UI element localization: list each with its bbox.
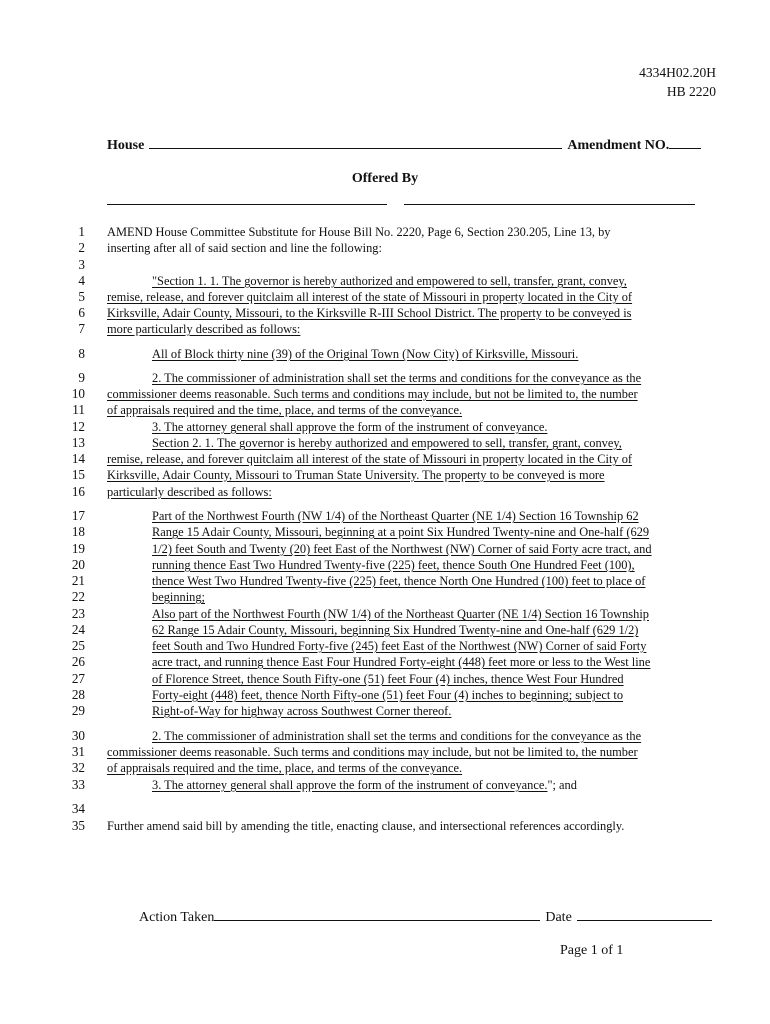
line-text: feet South and Two Hundred Forty-five (245) feet East of the Northwest (NW) Corner of said Forty bbox=[152, 639, 647, 653]
amendment-text-line bbox=[107, 452, 632, 467]
line-number: 23 bbox=[71, 606, 85, 621]
line-text: Further amend said bill by amending the title, enacting clause, and intersectional references accordingly. bbox=[107, 819, 625, 833]
page-number: Page 1 of 1 bbox=[560, 943, 624, 958]
line-text: 62 Range 15 Adair County, Missouri, beginning Six Hundred Twenty-nine and One-half (629 1/2) bbox=[152, 623, 639, 637]
action-taken-row bbox=[139, 907, 712, 926]
line-number: 11 bbox=[72, 402, 85, 417]
amendment-text-line bbox=[152, 574, 645, 589]
line-number: 21 bbox=[71, 573, 85, 588]
line-number: 5 bbox=[78, 289, 85, 304]
amendment-text-line bbox=[152, 436, 622, 451]
line-number: 22 bbox=[71, 589, 85, 604]
line-number: 1 bbox=[78, 224, 85, 239]
line-number: 31 bbox=[71, 744, 85, 759]
amendment-text-line bbox=[152, 704, 451, 719]
line-number: 18 bbox=[71, 524, 85, 539]
offered-by-line-left bbox=[107, 204, 387, 205]
line-text: remise, release, and forever quitclaim all interest of the state of Missouri in property located in the City of bbox=[107, 452, 633, 466]
amendment-text-line bbox=[107, 241, 382, 256]
line-text: Right-of-Way for highway across Southwest Corner thereof. bbox=[152, 704, 452, 718]
line-text: of appraisals required and the time, place, and terms of the conveyance. bbox=[107, 403, 463, 417]
line-number: 20 bbox=[71, 557, 85, 572]
house-label: House bbox=[107, 138, 145, 153]
line-text: commissioner deems reasonable. Such terms and conditions may include, but not be limited to, the number bbox=[107, 387, 638, 401]
line-number: 25 bbox=[71, 638, 85, 653]
line-text-tail: "; and bbox=[547, 778, 577, 792]
line-text: of Florence Street, thence South Fifty-one (51) feet Four (4) inches, thence West Four Hundred bbox=[152, 672, 624, 686]
amendment-text-line bbox=[152, 542, 652, 557]
amendment-text-line bbox=[107, 819, 624, 834]
line-number: 24 bbox=[71, 622, 85, 637]
document-code: 4334H02.20H bbox=[639, 65, 716, 80]
amendment-text-line bbox=[107, 290, 632, 305]
line-text: remise, release, and forever quitclaim all interest of the state of Missouri in property located in the City of bbox=[107, 290, 633, 304]
line-number: 12 bbox=[71, 419, 85, 434]
line-number: 16 bbox=[71, 484, 85, 499]
line-text: 2. The commissioner of administration shall set the terms and conditions for the conveyance as the bbox=[152, 371, 642, 385]
line-number: 7 bbox=[78, 321, 85, 336]
amendment-text-line bbox=[107, 387, 638, 402]
amendment-text-line bbox=[107, 485, 272, 500]
line-number: 26 bbox=[71, 654, 85, 669]
amendment-text-line bbox=[152, 778, 577, 793]
line-number: 29 bbox=[71, 703, 85, 718]
line-text: All of Block thirty nine (39) of the Original Town (Now City) of Kirksville, Missouri. bbox=[152, 347, 579, 361]
bill-number: HB 2220 bbox=[666, 84, 716, 99]
amendment-text-line bbox=[152, 590, 205, 605]
amendment-text-line bbox=[107, 403, 462, 418]
line-text: Part of the Northwest Fourth (NW 1/4) of the Northeast Quarter (NE 1/4) Section 16 Township 62 bbox=[152, 509, 639, 523]
date-label: Date bbox=[545, 910, 572, 925]
amendment-text-line bbox=[152, 274, 627, 289]
line-text: Also part of the Northwest Fourth (NW 1/4) of the Northeast Quarter (NE 1/4) Section 16 Township bbox=[152, 607, 649, 621]
line-text: Kirksville, Adair County, Missouri, to the Kirksville R-III School District. The property to be conveyed is bbox=[107, 306, 632, 320]
line-text: "Section 1. 1. The governor is hereby authorized and empowered to sell, transfer, grant, convey, bbox=[152, 274, 627, 288]
line-text: particularly described as follows: bbox=[107, 485, 272, 499]
line-text: inserting after all of said section and line the following: bbox=[107, 241, 382, 255]
line-number: 19 bbox=[71, 541, 85, 556]
amendment-number-blank bbox=[669, 135, 701, 149]
date-blank bbox=[577, 907, 712, 921]
amendment-text-line bbox=[152, 509, 639, 524]
amendment-label: Amendment NO. bbox=[567, 138, 670, 153]
line-text: Kirksville, Adair County, Missouri to Truman State University. The property to be conveyed is more bbox=[107, 468, 605, 482]
line-number: 2 bbox=[78, 240, 85, 255]
line-number: 8 bbox=[78, 346, 85, 361]
amendment-title-line bbox=[107, 135, 712, 154]
line-number: 10 bbox=[71, 386, 85, 401]
line-text: beginning; bbox=[152, 590, 205, 604]
action-taken-blank bbox=[214, 907, 540, 921]
line-text: Forty-eight (448) feet, thence North Fifty-one (51) feet Four (4) inches to beginning; subject to bbox=[152, 688, 624, 702]
line-text: AMEND House Committee Substitute for House Bill No. 2220, Page 6, Section 230.205, Line 13, by bbox=[107, 225, 611, 239]
line-number: 3 bbox=[78, 257, 85, 272]
line-text: 2. The commissioner of administration shall set the terms and conditions for the conveyance as the bbox=[152, 729, 642, 743]
line-number: 6 bbox=[78, 305, 85, 320]
amendment-text-line bbox=[107, 761, 462, 776]
amendment-text-line bbox=[152, 688, 623, 703]
line-number: 9 bbox=[78, 370, 85, 385]
line-number: 15 bbox=[71, 467, 85, 482]
action-taken-label: Action Taken bbox=[139, 910, 215, 925]
line-number: 17 bbox=[71, 508, 85, 523]
amendment-text-line bbox=[107, 745, 638, 760]
amendment-text-line bbox=[152, 655, 650, 670]
offered-by-line-right bbox=[404, 204, 695, 205]
amendment-text-line bbox=[152, 607, 649, 622]
amendment-text-line bbox=[152, 558, 635, 573]
amendment-text-line bbox=[107, 468, 605, 483]
line-text: 1/2) feet South and Twenty (20) feet East of the Northwest (NW) Corner of said Forty acre tract, and bbox=[152, 542, 652, 556]
amendment-text-line bbox=[152, 623, 638, 638]
offered-by-label: Offered By bbox=[351, 171, 419, 186]
line-number: 33 bbox=[71, 777, 85, 792]
amendment-text-line bbox=[152, 672, 624, 687]
line-text: running thence East Two Hundred Twenty-five (225) feet, thence South One Hundred Feet (100), bbox=[152, 558, 635, 572]
amendment-text-line bbox=[152, 371, 641, 386]
line-number: 30 bbox=[71, 728, 85, 743]
house-blank bbox=[149, 135, 562, 149]
line-number: 4 bbox=[78, 273, 85, 288]
line-text: thence West Two Hundred Twenty-five (225) feet, thence North One Hundred (100) feet to place of bbox=[152, 574, 646, 588]
line-text: Range 15 Adair County, Missouri, beginning at a point Six Hundred Twenty-nine and One-half (629 bbox=[152, 525, 650, 539]
amendment-text-line bbox=[107, 225, 611, 240]
line-text: Section 2. 1. The governor is hereby authorized and empowered to sell, transfer, grant, convey, bbox=[152, 436, 622, 450]
amendment-text-line bbox=[152, 729, 641, 744]
line-number: 27 bbox=[71, 671, 85, 686]
line-text: of appraisals required and the time, place, and terms of the conveyance. bbox=[107, 761, 463, 775]
line-text: acre tract, and running thence East Four Hundred Forty-eight (448) feet more or less to the West line bbox=[152, 655, 651, 669]
line-text: more particularly described as follows: bbox=[107, 322, 301, 336]
line-text: 3. The attorney general shall approve the form of the instrument of conveyance. bbox=[152, 420, 548, 434]
line-text: 3. The attorney general shall approve the form of the instrument of conveyance. bbox=[152, 778, 548, 792]
line-number: 32 bbox=[71, 760, 85, 775]
line-text: commissioner deems reasonable. Such terms and conditions may include, but not be limited to, the number bbox=[107, 745, 638, 759]
line-number: 28 bbox=[71, 687, 85, 702]
amendment-text-line bbox=[152, 347, 578, 362]
amendment-text-line bbox=[152, 525, 649, 540]
line-number: 35 bbox=[71, 818, 85, 833]
amendment-text-line bbox=[107, 306, 631, 321]
line-number: 34 bbox=[71, 801, 85, 816]
line-number: 14 bbox=[71, 451, 85, 466]
amendment-text-line bbox=[107, 322, 300, 337]
line-number: 13 bbox=[71, 435, 85, 450]
amendment-text-line bbox=[152, 420, 547, 435]
amendment-text-line bbox=[152, 639, 646, 654]
